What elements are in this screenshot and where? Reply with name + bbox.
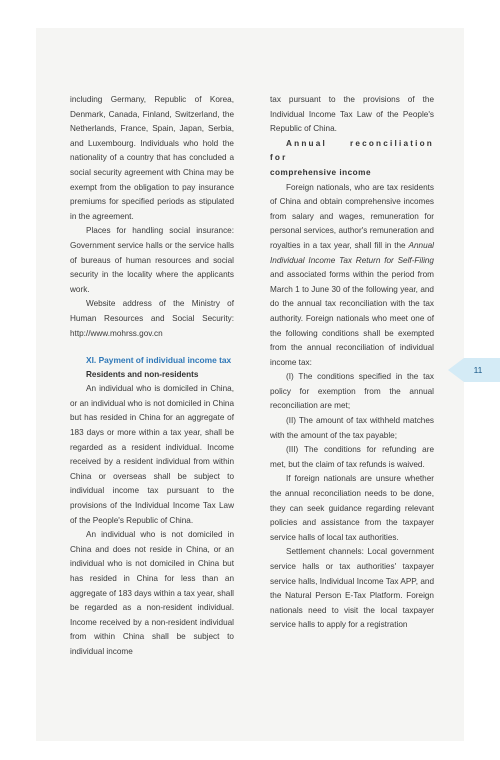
paragraph-continued-tax: tax pursuant to the provisions of the Individual Income Tax Law of the People's Republic of China.: [270, 95, 434, 134]
page-number-tab: [464, 358, 500, 382]
heading-annual-reconciliation: Annual reconciliation for: [270, 138, 434, 163]
paragraph-ministry-website: Website address of the Ministry of Human Resources and Social Security: http://www.mohrss.gov.cn: [70, 299, 234, 338]
subheading-residents: Residents and non-residents: [86, 369, 199, 379]
paragraph-resident-individual: An individual who is domiciled in China, or an individual who is not domiciled in China but has resided in China for an aggregate of 183 days or more within a tax year, shall be regarded as a resident individual. Income received by a resident individual from within China or overseas shall be subject to individual income tax pursuant to the provisions of the Individual Income Tax Law of the People's Republic of China.: [70, 384, 234, 525]
condition-3: (III) The conditions for refunding are met, but the claim of tax refunds is waived.: [270, 445, 434, 469]
paragraph-non-resident-individual: An individual who is not domiciled in China and does not reside in China, or an individual who is not domiciled in China but has resided in China for less than an aggregate of 183 days within a tax year, shall be regarded as a non-resident individual. Income received by a non-resident individual from within China shall be subject to individual income: [70, 530, 234, 656]
form-title: Annual Individual Income Tax Return for Self-Filing: [270, 240, 434, 265]
left-column: [70, 93, 234, 660]
paragraph-guidance: If foreign nationals are unsure whether the annual reconciliation needs to be done, they can seek guidance regarding relevant policies and assistance from the taxpayer service halls of local tax authorities.: [270, 474, 434, 542]
condition-2: (II) The amount of tax withheld matches with the amount of the tax payable;: [270, 416, 434, 440]
paragraph-settlement-channels: Settlement channels: Local government service halls or tax authorities' taxpayer service halls, Individual Income Tax APP, and the Natural Person E-Tax Platform. Foreign nationals need to visit the local taxpayer service halls to apply for a registration: [270, 547, 434, 630]
heading-comprehensive-income: comprehensive income: [270, 167, 372, 177]
paragraph-foreign-nationals-reconciliation: Foreign nationals, who are tax residents of China and obtain comprehensive incomes from salary and wages, remuneration for personal services, author's remuneration and royalties in a tax year, shall fill in the Annual Individual Income Tax Return for Self-Filing and associated forms within the period from March 1 to June 30 of the following year, and do the annual tax reconciliation with the tax authority. Foreign nationals who meet one of the following conditions shall be exempted from the annual reconciliation of individual income tax:: [270, 182, 434, 367]
paragraph-social-insurance-places: Places for handling social insurance: Government service halls or the service halls of bureaus of human resources and social security in the locality where the applicants work.: [70, 226, 234, 294]
section-title: XI. Payment of individual income tax: [86, 355, 232, 366]
paragraph-social-security-agreement: including Germany, Republic of Korea, Denmark, Canada, Finland, Switzerland, the Netherlands, France, Spain, Japan, Serbia, and Luxembourg. Individuals who hold the nationality of a country that has concluded a social security agreement with China may be exempt from the obligation to pay insurance premiums for specified periods as stipulated in the agreement.: [70, 95, 234, 221]
page-number: 11: [473, 365, 483, 375]
right-column: [270, 93, 434, 633]
condition-1: (I) The conditions specified in the tax policy for exemption from the annual reconciliation are met;: [270, 372, 434, 411]
